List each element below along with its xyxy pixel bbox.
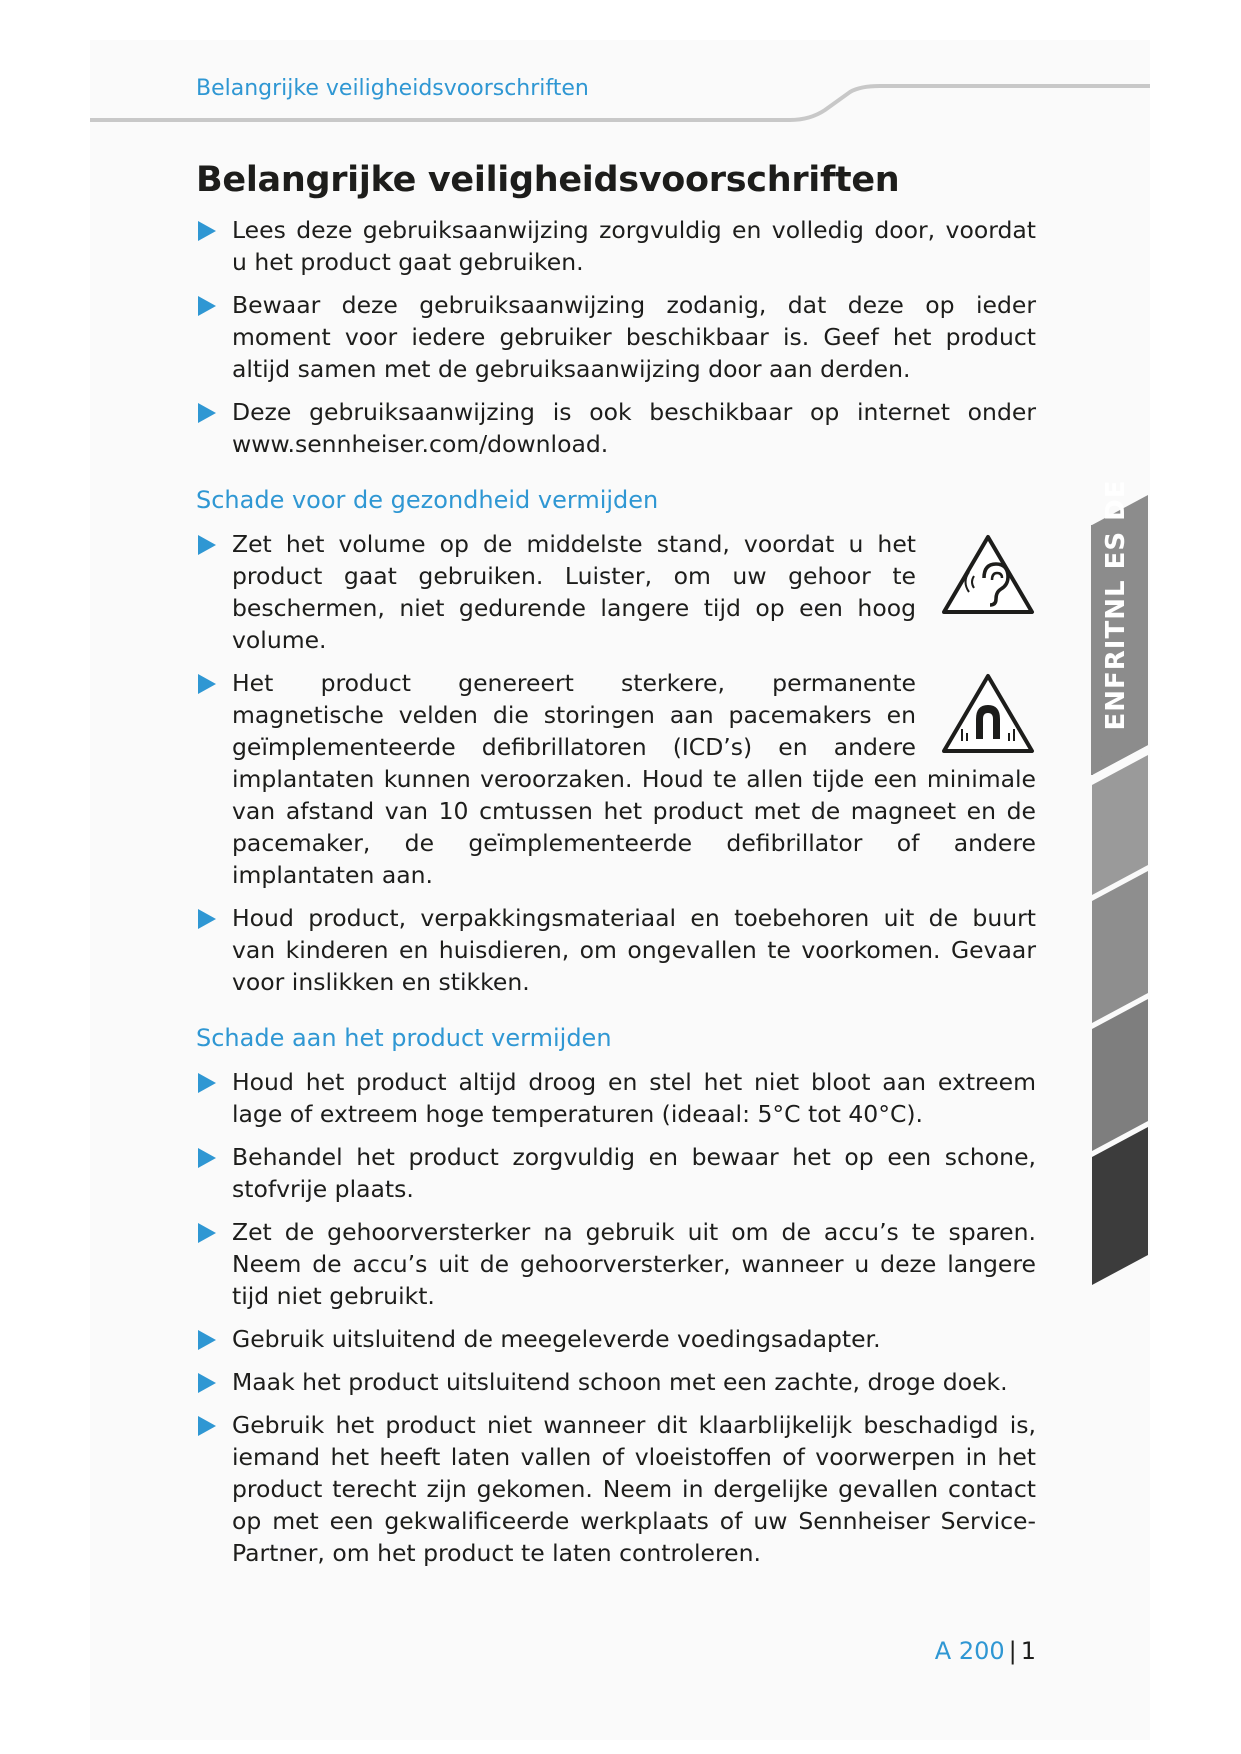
page-title: Belangrijke veiligheidsvoorschriften [196,160,900,200]
list-item: Behandel het product zorgvuldig en bewaar het op een schone, stofvrije plaats. [196,1141,1036,1205]
bullet-arrow-icon [198,1330,216,1350]
model-name: A 200 [934,1637,1005,1665]
intro-list [196,214,1036,460]
product-list [196,1066,1036,1569]
folio-separator: | [1008,1637,1017,1665]
tab-es [1092,999,1148,1151]
tab-de [1092,1127,1148,1285]
page-folio [935,1637,1036,1665]
health-list [196,528,1036,998]
list-item: Deze gebruiksaanwijzing is ook beschikbaar op internet onder www.sennheiser.com/download. [196,396,1036,460]
page-number: 1 [1020,1637,1036,1665]
bullet-arrow-icon [198,1148,216,1168]
running-header-title: Belangrijke veiligheidsvoorschriften [196,76,589,101]
section-heading-health: Schade voor de gezondheid vermijden [196,486,659,514]
main-content [196,160,1036,1580]
bullet-arrow-icon [198,909,216,929]
bullet-arrow-icon [198,1223,216,1243]
list-item: Gebruik het product niet wanneer dit klaarblijkelijk beschadigd is, iemand het heeft laten vallen of vloeistoffen of voorwerpen in het product terecht zijn gekomen. Neem in dergelijke gevallen contact op met een gekwalificeerde werkplaats of uw Sennheiser Service-Partner, om het product te laten controleren. [196,1409,1036,1569]
list-item: Zet de gehoorversterker na gebruik uit om de accu’s te sparen. Neem de accu’s uit de gehoorversterker, wanneer u deze langere tijd niet gebruikt. [196,1216,1036,1312]
tab-nl [1092,871,1148,1023]
bullet-arrow-icon [198,535,216,555]
list-item: Maak het product uitsluitend schoon met een zachte, droge doek. [196,1366,1036,1398]
tab-fr [1092,755,1148,895]
list-item: Houd het product altijd droog en stel het niet bloot aan extreem lage of extreem hoge temperaturen (ideaal: 5°C tot 40°C). [196,1066,1036,1130]
bullet-arrow-icon [198,403,216,423]
section-heading-product: Schade aan het product vermijden [196,1024,612,1052]
list-item: Bewaar deze gebruiksaanwijzing zodanig, dat deze op ieder moment voor iedere gebruiker beschikbaar is. Geef het product altijd samen met de gebruiksaanwijzing door aan derden. [196,289,1036,385]
bullet-arrow-icon [198,674,216,694]
language-tab-label: ENFRITNL ES DE [1101,479,1131,731]
header-rule [90,80,1150,130]
list-item: Het product genereert sterkere, permanente magnetische velden die storingen aan pacemakers en geïmplementeerde defibrillatoren (ICD’s) en andere implantaten kunnen veroorzaken. Houd te allen tijde een minimale van afstand van 10 cmtussen het product met de magneet en de pacemaker, de geïmplementeerde defibrillator of andere implantaten aan. [196,667,1036,891]
bullet-arrow-icon [198,296,216,316]
bullet-arrow-icon [198,1416,216,1436]
list-item: Lees deze gebruiksaanwijzing zorgvuldig en volledig door, voordat u het product gaat gebruiken. [196,214,1036,278]
hearing-warning-icon [940,532,1036,618]
bullet-arrow-icon [198,1373,216,1393]
bullet-arrow-icon [198,221,216,241]
list-item: Gebruik uitsluitend de meegeleverde voedingsadapter. [196,1323,1036,1355]
magnet-warning-icon [940,671,1036,757]
bullet-arrow-icon [198,1073,216,1093]
list-item: Houd product, verpakkingsmateriaal en toebehoren uit de buurt van kinderen en huisdieren, om ongevallen te voorkomen. Gevaar voor inslikken en stikken. [196,902,1036,998]
list-item: Zet het volume op de middelste stand, voordat u het product gaat gebruiken. Luister, om uw gehoor te beschermen, niet gedurende langere tijd op een hoog volume. [196,528,1036,656]
